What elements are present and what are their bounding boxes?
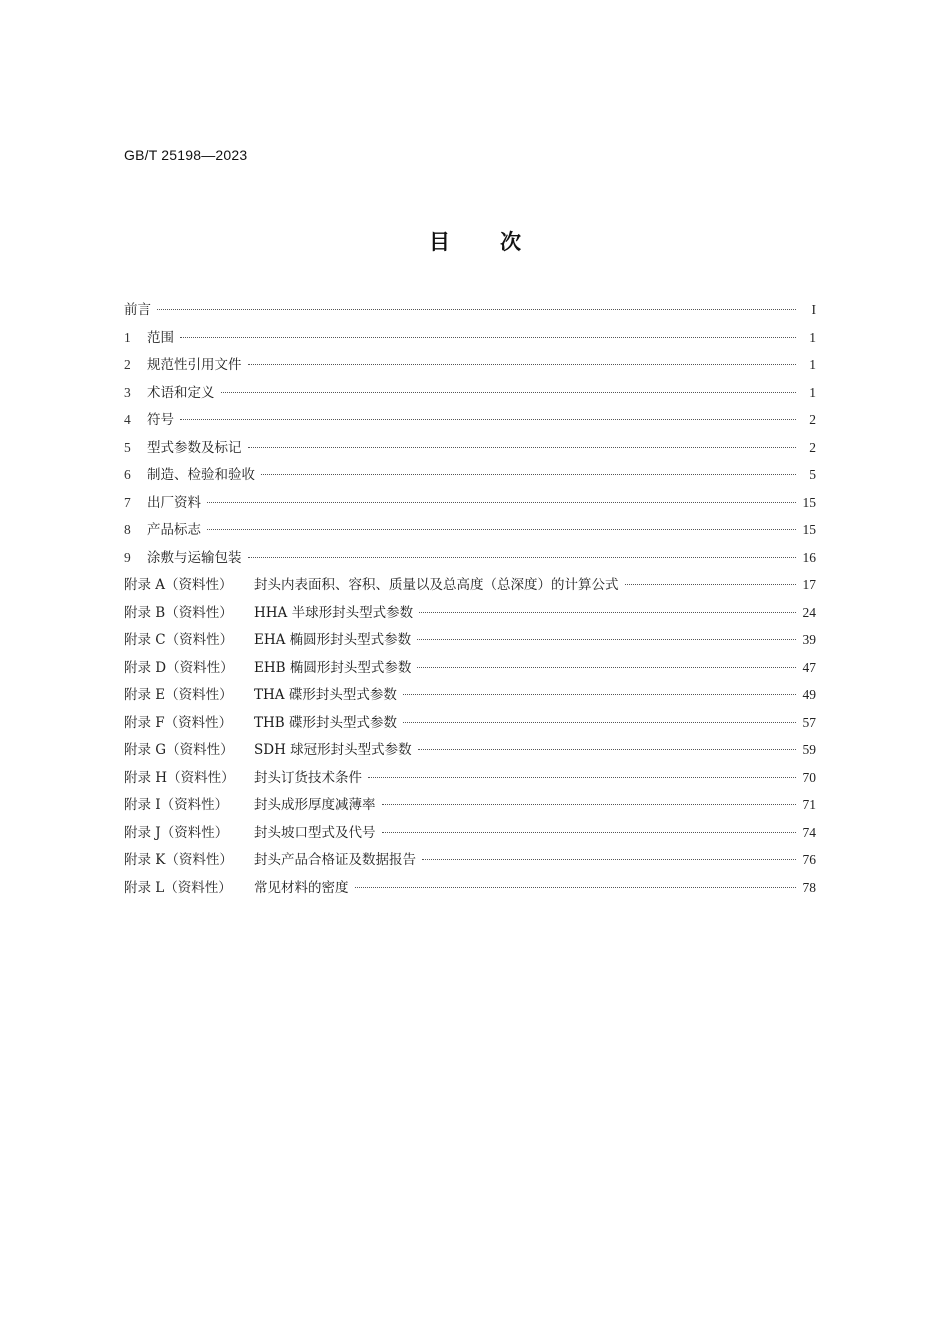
toc-annex-prefix: 附录 H（资料性） xyxy=(124,769,235,786)
toc-clause-number: 6 xyxy=(124,467,131,482)
toc-entry-1[interactable] xyxy=(124,324,816,352)
toc-page-number: 5 xyxy=(809,467,816,482)
toc-annex-l[interactable] xyxy=(124,874,816,902)
toc-clause-number: 3 xyxy=(124,384,131,400)
toc-clause-number: 7 xyxy=(124,494,131,510)
toc-entry-label: HHA 半球形封头型式参数 xyxy=(254,604,414,621)
toc-page-number: 57 xyxy=(802,714,816,730)
toc-entry-label: THB 碟形封头型式参数 xyxy=(254,714,397,731)
toc-annex-i[interactable] xyxy=(124,791,816,819)
toc-entry-5[interactable] xyxy=(124,434,816,462)
toc-annex-prefix: 附录 D（资料性） xyxy=(124,659,234,676)
toc-annex-k[interactable] xyxy=(124,846,816,874)
toc-entry-label: 涂敷与运输包装 xyxy=(147,549,242,566)
toc-entry-7[interactable] xyxy=(124,489,816,517)
toc-page-number: 2 xyxy=(809,412,816,427)
toc-leader-dots xyxy=(417,639,796,640)
toc-annex-prefix: 附录 I（资料性） xyxy=(124,797,229,813)
toc-leader-dots xyxy=(422,859,796,860)
toc-leader-dots xyxy=(207,529,796,530)
toc-entry-3[interactable] xyxy=(124,379,816,407)
toc-leader-dots xyxy=(207,502,796,503)
toc-leader-dots xyxy=(368,777,796,778)
toc-annex-prefix: 附录 B（资料性） xyxy=(124,604,233,621)
toc-entry-label: 产品标志 xyxy=(147,522,201,538)
toc-entry-label: 术语和定义 xyxy=(147,384,215,401)
toc-leader-dots xyxy=(261,474,796,475)
toc-leader-dots xyxy=(248,447,797,448)
toc-entry-4[interactable] xyxy=(124,406,816,434)
toc-annex-j[interactable] xyxy=(124,819,816,847)
toc-entry-6[interactable] xyxy=(124,461,816,489)
toc-leader-dots xyxy=(403,722,796,723)
toc-entry-label: 封头内表面积、容积、质量以及总高度（总深度）的计算公式 xyxy=(254,577,619,593)
toc-annex-prefix: 附录 E（资料性） xyxy=(124,687,233,703)
toc-entry-9[interactable] xyxy=(124,544,816,572)
table-of-contents xyxy=(124,296,816,901)
toc-annex-prefix: 附录 A（资料性） xyxy=(124,577,233,593)
toc-leader-dots xyxy=(180,337,796,338)
toc-annex-h[interactable] xyxy=(124,764,816,792)
toc-annex-prefix: 附录 C（资料性） xyxy=(124,632,234,648)
toc-clause-number: 8 xyxy=(124,522,131,537)
toc-entry-foreword[interactable] xyxy=(124,296,816,324)
toc-leader-dots xyxy=(417,667,796,668)
toc-leader-dots xyxy=(625,584,797,585)
toc-entry-8[interactable] xyxy=(124,516,816,544)
toc-page-number: I xyxy=(811,302,816,317)
toc-page-number: 15 xyxy=(802,522,816,537)
toc-annex-f[interactable] xyxy=(124,709,816,737)
toc-leader-dots xyxy=(221,392,797,393)
toc-page-number: 78 xyxy=(802,879,816,895)
toc-leader-dots xyxy=(382,804,797,805)
toc-leader-dots xyxy=(418,749,796,750)
toc-annex-e[interactable] xyxy=(124,681,816,709)
toc-clause-number: 5 xyxy=(124,439,131,455)
toc-entry-label: EHB 椭圆形封头型式参数 xyxy=(254,659,412,676)
toc-leader-dots xyxy=(382,832,797,833)
toc-entry-label: 封头订货技术条件 xyxy=(254,769,362,786)
toc-annex-prefix: 附录 G（资料性） xyxy=(124,742,234,758)
toc-page-number: 71 xyxy=(802,797,816,812)
toc-annex-a[interactable] xyxy=(124,571,816,599)
toc-leader-dots xyxy=(157,309,796,310)
toc-page-number: 1 xyxy=(809,384,816,400)
toc-entry-label: 制造、检验和验收 xyxy=(147,467,255,483)
toc-title: 目次 xyxy=(429,230,571,254)
toc-annex-prefix: 附录 J（资料性） xyxy=(124,824,229,841)
toc-clause-number: 2 xyxy=(124,357,131,372)
toc-entry-label: 型式参数及标记 xyxy=(147,439,242,456)
toc-leader-dots xyxy=(180,419,796,420)
toc-entry-label: EHA 椭圆形封头型式参数 xyxy=(254,632,412,648)
toc-page-number: 70 xyxy=(802,769,816,785)
toc-entry-label: 封头产品合格证及数据报告 xyxy=(254,852,416,868)
toc-leader-dots xyxy=(248,364,797,365)
toc-leader-dots xyxy=(248,557,797,558)
toc-leader-dots xyxy=(419,612,796,613)
toc-annex-prefix: 附录 K（资料性） xyxy=(124,852,233,868)
toc-annex-b[interactable] xyxy=(124,599,816,627)
toc-leader-dots xyxy=(355,887,797,888)
toc-annex-d[interactable] xyxy=(124,654,816,682)
toc-annex-g[interactable] xyxy=(124,736,816,764)
toc-page-number: 74 xyxy=(802,824,816,840)
toc-page-number: 2 xyxy=(809,439,816,455)
toc-annex-prefix: 附录 L（资料性） xyxy=(124,879,232,896)
toc-page-number: 1 xyxy=(809,329,816,345)
toc-entry-label: 出厂资料 xyxy=(147,494,201,511)
toc-entry-label: 常见材料的密度 xyxy=(254,879,349,896)
document-code: GB/T 25198—2023 xyxy=(124,147,248,163)
toc-entry-label: 前言 xyxy=(124,302,151,318)
toc-page-number: 39 xyxy=(802,632,816,647)
toc-entry-label: THA 碟形封头型式参数 xyxy=(254,687,397,703)
toc-page-number: 76 xyxy=(802,852,816,867)
toc-page-number: 47 xyxy=(802,659,816,675)
toc-leader-dots xyxy=(403,694,796,695)
toc-page-number: 49 xyxy=(802,687,816,702)
toc-page-number: 17 xyxy=(802,577,816,592)
toc-annex-prefix: 附录 F（资料性） xyxy=(124,714,233,731)
toc-clause-number: 4 xyxy=(124,412,131,427)
toc-clause-number: 9 xyxy=(124,549,131,565)
toc-entry-label: SDH 球冠形封头型式参数 xyxy=(254,742,412,758)
toc-page-number: 1 xyxy=(809,357,816,372)
toc-annex-c[interactable] xyxy=(124,626,816,654)
toc-page-number: 59 xyxy=(802,742,816,757)
toc-entry-label: 规范性引用文件 xyxy=(147,357,242,373)
toc-page-number: 24 xyxy=(802,604,816,620)
toc-page-number: 16 xyxy=(802,549,816,565)
toc-entry-label: 范围 xyxy=(147,329,174,346)
toc-clause-number: 1 xyxy=(124,329,131,345)
toc-entry-label: 封头坡口型式及代号 xyxy=(254,824,376,841)
toc-entry-label: 符号 xyxy=(147,412,174,428)
toc-page-number: 15 xyxy=(802,494,816,510)
toc-entry-label: 封头成形厚度减薄率 xyxy=(254,797,376,813)
toc-entry-2[interactable] xyxy=(124,351,816,379)
